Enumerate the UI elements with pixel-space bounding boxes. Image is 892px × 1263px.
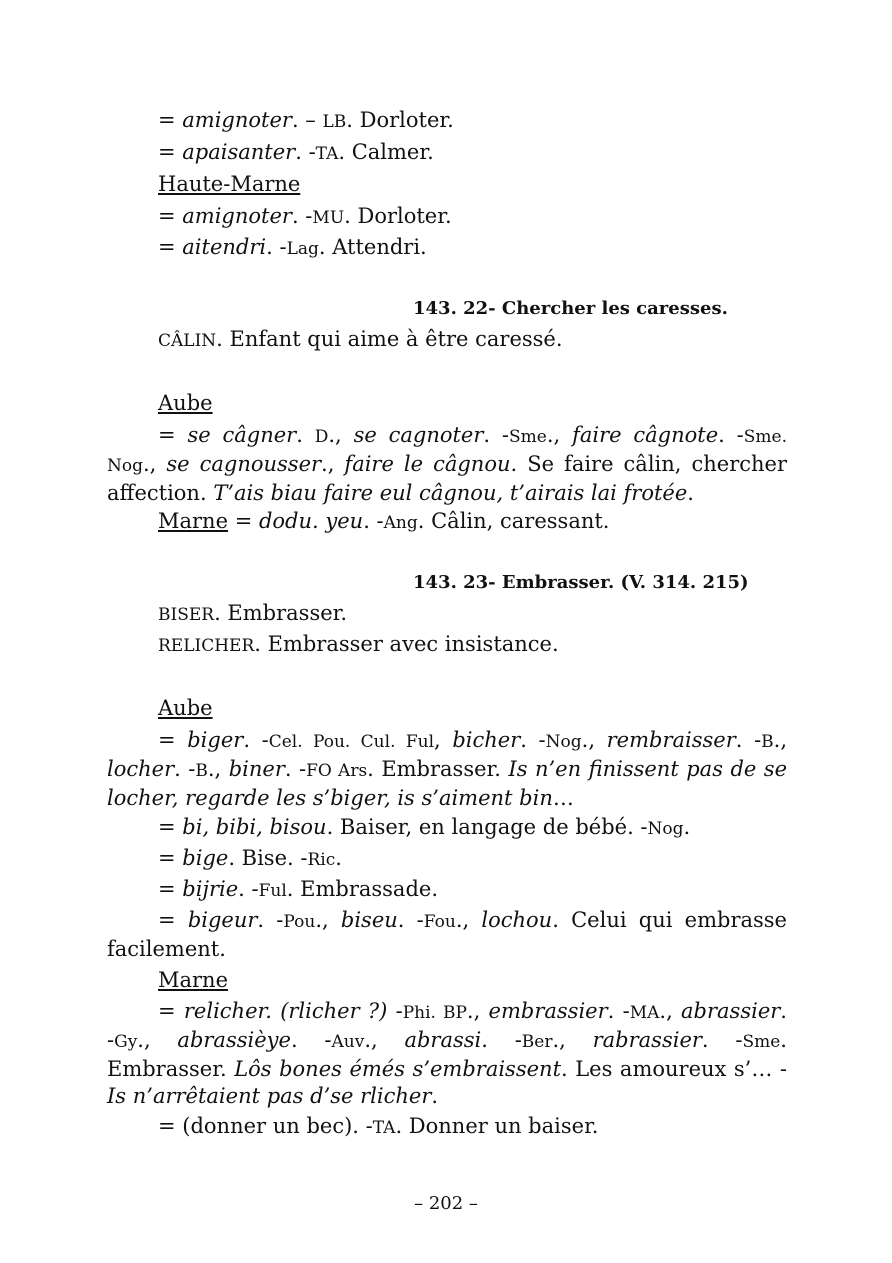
dialect-word: faire câgnote: [572, 423, 719, 447]
text: = (donner un bec). -: [158, 1114, 373, 1138]
source-abbrev: Auv: [331, 1032, 365, 1052]
text: .,: [455, 908, 482, 932]
definition: . Dorloter.: [344, 204, 452, 228]
source-abbrev: Sme: [509, 427, 547, 447]
text: . -: [174, 757, 196, 781]
text: . -: [483, 423, 510, 447]
text: .,: [137, 1028, 178, 1052]
source-abbrev: TA: [315, 144, 339, 164]
dialect-word: amignoter: [182, 108, 292, 132]
text: .,: [581, 728, 607, 752]
text: . -: [295, 140, 316, 164]
dialect-word: se cagnoter: [353, 423, 484, 447]
definition: . Câlin, caressant.: [417, 509, 610, 533]
dialect-word: bicher: [452, 728, 521, 752]
dialect-word: bigeur: [187, 908, 258, 932]
text: . -: [718, 423, 744, 447]
section-heading: 143. 23- Embrasser. (V. 314. 215): [413, 572, 749, 593]
region-heading: Aube: [158, 696, 213, 720]
source-abbrev: Sme. Nog: [107, 427, 787, 476]
headword: CÂLIN: [158, 331, 217, 351]
translation: . Les amoureux s’… -: [561, 1057, 788, 1081]
source-abbrev: Nog: [647, 819, 684, 839]
entry-line: [158, 875, 438, 905]
text: . –: [291, 108, 323, 132]
headword: RELICHER: [158, 636, 255, 656]
text: =: [158, 728, 188, 752]
source-abbrev: Phi. BP: [402, 1003, 467, 1023]
region-heading: Haute-Marne: [158, 172, 301, 196]
source-abbrev: Gy: [114, 1032, 138, 1052]
text: =: [158, 846, 183, 870]
text: . -: [397, 908, 424, 932]
source-abbrev: Pou: [283, 912, 316, 932]
text: .: [335, 846, 342, 870]
dialect-word: relicher. (rlicher ?): [183, 999, 388, 1023]
text: . -: [243, 728, 269, 752]
source-abbrev: Nog: [545, 732, 582, 752]
dialect-word: embrassier: [488, 999, 608, 1023]
text: .,: [773, 728, 788, 752]
headword-line: [158, 599, 347, 629]
dialect-word: abrassi: [404, 1028, 482, 1052]
definition: . Embrasser.: [214, 601, 348, 625]
text: . -: [701, 1028, 743, 1052]
source-abbrev: MU: [312, 208, 345, 228]
entry-line: [158, 106, 454, 136]
text: . -: [266, 235, 287, 259]
text: . -: [284, 757, 307, 781]
definition: . Bise. -: [228, 846, 308, 870]
region-heading: Aube: [158, 391, 213, 415]
text: .,: [143, 452, 167, 476]
text: .: [683, 815, 691, 839]
dialect-word: apaisanter: [182, 140, 296, 164]
text: ,: [434, 728, 453, 752]
text: =: [158, 908, 188, 932]
section-heading: 143. 22- Chercher les caresses.: [413, 298, 728, 319]
source-abbrev: Ang: [383, 513, 418, 533]
source-abbrev: B: [761, 732, 774, 752]
text: . -: [481, 1028, 522, 1052]
text: . -: [290, 1028, 332, 1052]
text: .,: [328, 423, 354, 447]
dialect-word: rembraisser: [606, 728, 736, 752]
dialect-word: bige: [182, 846, 229, 870]
entry-line: [158, 813, 690, 843]
example-sentence: Is n’arrêtaient pas d’se rlicher: [107, 1084, 432, 1108]
text: =: [158, 815, 183, 839]
text: . -: [257, 908, 284, 932]
text: .: [431, 1084, 439, 1108]
text: =: [158, 235, 183, 259]
text: …: [552, 786, 574, 810]
text: .: [296, 423, 315, 447]
text: . -: [107, 999, 787, 1052]
text: .,: [546, 423, 573, 447]
text: =: [158, 140, 183, 164]
region-heading: Marne: [158, 509, 229, 533]
source-abbrev: Fou: [423, 912, 456, 932]
source-abbrev: Ber: [521, 1032, 553, 1052]
example-sentence: Lôs bones émés s’embraissent: [234, 1057, 562, 1081]
source-abbrev: Sme: [742, 1032, 781, 1052]
text: =: [158, 999, 184, 1023]
entry-line: [158, 233, 427, 263]
dialect-word: faire le câgnou: [344, 452, 511, 476]
text: . -: [291, 204, 313, 228]
source-abbrev: Lag: [286, 239, 319, 259]
entry-paragraph: [107, 907, 787, 963]
entry-line: [158, 1112, 598, 1142]
text: .,: [315, 908, 341, 932]
text: =: [228, 509, 259, 533]
dialect-word: locher: [107, 757, 175, 781]
text: .,: [659, 999, 682, 1023]
dialect-word: dodu. yeu: [258, 509, 364, 533]
text: .,: [552, 1028, 593, 1052]
text: . -: [520, 728, 546, 752]
definition: . Embrasser.: [367, 757, 509, 781]
definition: . Embrassade.: [286, 877, 438, 901]
entry-paragraph: [107, 422, 787, 507]
text: .,: [466, 999, 489, 1023]
dialect-word: biger: [187, 728, 244, 752]
text: . -: [735, 728, 762, 752]
entry-line: [158, 507, 609, 537]
definition: . Enfant qui aime à être caressé.: [216, 327, 563, 351]
text: =: [158, 204, 183, 228]
text: . -: [238, 877, 259, 901]
dialect-word: aitendri: [182, 235, 267, 259]
dialect-word: abrassier: [681, 999, 781, 1023]
definition: . Attendri.: [318, 235, 427, 259]
headword: BISER: [158, 605, 215, 625]
dialect-word: biner: [228, 757, 285, 781]
example-sentence: T’ais biau faire eul câgnou, t’airais lai frotée: [213, 481, 688, 505]
definition: . Embrasser.: [107, 1028, 787, 1081]
dialect-word: lochou: [481, 908, 553, 932]
headword-line: [158, 630, 559, 660]
text: .,: [364, 1028, 405, 1052]
page-number: – 202 –: [414, 1193, 478, 1214]
definition: . Baiser, en langage de bébé. -: [326, 815, 648, 839]
text: . -: [607, 999, 630, 1023]
definition: . Se faire câlin, chercher affection.: [107, 452, 787, 505]
text: -: [387, 999, 403, 1023]
dialect-word: bijrie: [182, 877, 239, 901]
text: . -: [363, 509, 384, 533]
definition: . Calmer.: [338, 140, 434, 164]
entry-paragraph: [107, 998, 787, 1110]
text: .,: [207, 757, 229, 781]
text: .: [687, 481, 694, 505]
text: =: [158, 108, 183, 132]
region-heading: Marne: [158, 968, 229, 992]
source-abbrev: FO Ars: [306, 761, 368, 781]
dialect-word: amignoter: [182, 204, 292, 228]
entry-paragraph: [107, 727, 787, 812]
dialect-word: bi, bibi, bisou: [182, 815, 327, 839]
source-abbrev: TA: [372, 1118, 396, 1138]
entry-line: [158, 202, 452, 232]
definition: . Donner un baiser.: [395, 1114, 599, 1138]
dialect-word: rabrassier: [592, 1028, 702, 1052]
entry-line: [158, 138, 434, 168]
text: .,: [321, 452, 345, 476]
dialect-word: se cagnousser: [166, 452, 322, 476]
example-sentence: Is n’en finissent pas de se locher, regarde les s’biger, is s’aiment bin: [107, 757, 787, 810]
source-abbrev: LB: [322, 112, 347, 132]
source-abbrev: MA: [629, 1003, 660, 1023]
source-abbrev: D: [314, 427, 329, 447]
source-abbrev: Ric: [307, 850, 336, 870]
definition: . Embrasser avec insistance.: [254, 632, 559, 656]
text: =: [158, 423, 188, 447]
dialect-word: biseu: [340, 908, 398, 932]
definition: . Celui qui embrasse facilement.: [107, 908, 787, 961]
source-abbrev: Ful: [258, 881, 287, 901]
dialect-word: abrassièye: [177, 1028, 291, 1052]
source-abbrev: Cel. Pou. Cul. Ful: [268, 732, 435, 752]
headword-line: [158, 325, 563, 355]
source-abbrev: B: [195, 761, 208, 781]
text: =: [158, 877, 183, 901]
definition: . Dorloter.: [346, 108, 454, 132]
entry-line: [158, 844, 342, 874]
dialect-word: se câgner: [187, 423, 297, 447]
